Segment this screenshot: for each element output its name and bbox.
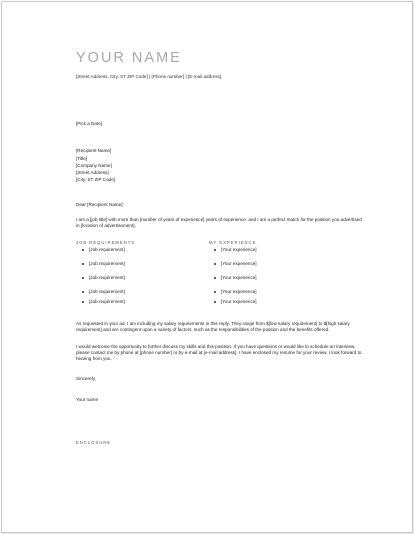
sender-contact-line: [Street Address, City, ST ZIP Code] | [Phone number] | [E-mail address] — [76, 74, 222, 79]
requirement-item: [Job requirement] — [82, 299, 125, 304]
experience-item: [Your experience] — [214, 275, 257, 280]
bullet-icon — [214, 249, 216, 251]
bullet-icon — [82, 277, 84, 279]
requirement-item: [Job requirement] — [82, 247, 125, 252]
requirements-heading: JOB REQUIREMENTS — [76, 240, 136, 245]
bullet-icon — [214, 263, 216, 265]
salary-paragraph: As requested in your ad, I am including my salary requirements in this reply. They range from $[low salary requirement] to $[high salary requirement] and are contingent upon a variety of factors, such as the responsibilities of the position and the benefits offered. — [76, 321, 350, 332]
signature-name: Your name — [76, 397, 99, 402]
experience-item: [Your experience] — [214, 247, 257, 252]
closing-paragraph: I would welcome the opportunity to further discuss my skills and this position. If you have questions or would like to schedule an interview, please contact me by phone at [phone number] or by e-mail at [e-mail address]. I have enclosed my resume for your review. I look forward to hearing from you. — [76, 344, 362, 361]
recipient-title: [Title] — [76, 156, 88, 161]
bullet-icon — [82, 291, 84, 293]
recipient-city: [City, ST ZIP Code] — [76, 177, 116, 182]
experience-heading: MY EXPERIENCE — [209, 240, 257, 245]
requirement-item: [Job requirement] — [82, 289, 125, 294]
signoff: Sincerely, — [76, 376, 96, 381]
bullet-icon — [82, 263, 84, 265]
bullet-icon — [82, 301, 84, 303]
letter-date: [Pick a Date] — [76, 121, 103, 126]
recipient-street: [Street Address] — [76, 170, 109, 175]
bullet-icon — [82, 249, 84, 251]
experience-item: [Your experience] — [214, 299, 257, 304]
enclosure-label: ENCLOSURE — [76, 440, 112, 445]
bullet-icon — [214, 277, 216, 279]
salutation: Dear [Recipient Name]: — [76, 202, 124, 207]
bullet-icon — [214, 291, 216, 293]
sender-name: YOUR NAME — [76, 50, 182, 66]
intro-paragraph: I am a [job title] with more than [number of years of experience] years of experience, and I am a perfect match for the position you advertised in [location of advertisement]. — [76, 217, 362, 228]
recipient-name: [Recipient Name] — [76, 148, 112, 153]
recipient-company: [Company Name] — [76, 163, 112, 168]
requirement-item: [Job requirement] — [82, 261, 125, 266]
bullet-icon — [214, 301, 216, 303]
experience-item: [Your experience] — [214, 289, 257, 294]
requirement-item: [Job requirement] — [82, 275, 125, 280]
experience-item: [Your experience] — [214, 261, 257, 266]
letter-page — [1, 1, 413, 533]
